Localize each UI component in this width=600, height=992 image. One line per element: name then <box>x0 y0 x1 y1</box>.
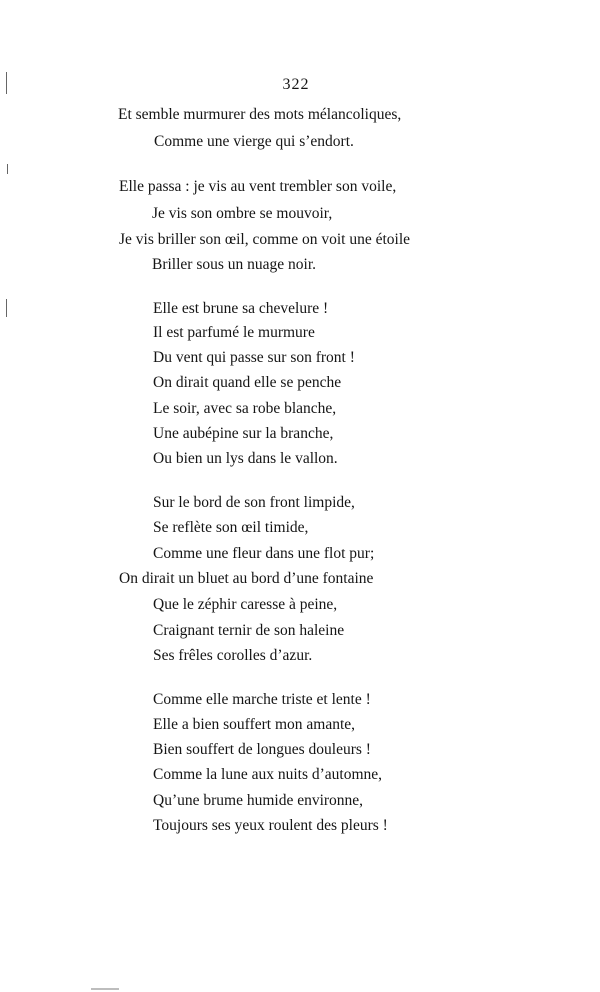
poem-line: Comme une fleur dans une flot pur; <box>153 545 375 562</box>
poem-line: Bien souffert de longues douleurs ! <box>153 741 371 758</box>
scan-edge-mark <box>6 299 7 317</box>
poem-line: Une aubépine sur la branche, <box>153 425 334 442</box>
bottom-page-rule <box>91 988 119 990</box>
poem-line: Du vent qui passe sur son front ! <box>153 349 355 366</box>
page-number: 322 <box>282 76 310 93</box>
poem-line: Comme la lune aux nuits d’automne, <box>153 766 383 783</box>
poem-line: On dirait quand elle se penche <box>153 374 342 391</box>
poem-line: Le soir, avec sa robe blanche, <box>153 400 337 417</box>
poem-line: Elle est brune sa chevelure ! <box>153 300 329 317</box>
poem-line: Briller sous un nuage noir. <box>152 256 317 273</box>
poem-line: Toujours ses yeux roulent des pleurs ! <box>153 817 388 834</box>
poem-line: Craignant ternir de son haleine <box>153 622 345 639</box>
poem-line: Sur le bord de son front limpide, <box>153 494 355 511</box>
scan-edge-mark <box>7 164 8 174</box>
poem-line: Comme elle marche triste et lente ! <box>153 691 371 708</box>
poem-line: Que le zéphir caresse à peine, <box>153 596 338 613</box>
poem-line: Ou bien un lys dans le vallon. <box>153 450 338 467</box>
poem-line: Qu’une brume humide environne, <box>153 792 364 809</box>
poem-line: Elle passa : je vis au vent trembler son voile, <box>119 178 397 195</box>
poem-line: Je vis son ombre se mouvoir, <box>152 205 333 222</box>
poem-line: Comme une vierge qui s’endort. <box>154 133 354 150</box>
poem-line: Et semble murmurer des mots mélancoliques, <box>118 106 402 123</box>
poem-line: On dirait un bluet au bord d’une fontaine <box>119 570 374 587</box>
poem-line: Se reflète son œil timide, <box>153 519 309 536</box>
poem-line: Elle a bien souffert mon amante, <box>153 716 356 733</box>
poem-line: Je vis briller son œil, comme on voit une étoile <box>119 231 411 248</box>
scan-edge-mark <box>6 72 7 94</box>
poem-line: Il est parfumé le murmure <box>153 324 315 341</box>
poem-line: Ses frêles corolles d’azur. <box>153 647 313 664</box>
